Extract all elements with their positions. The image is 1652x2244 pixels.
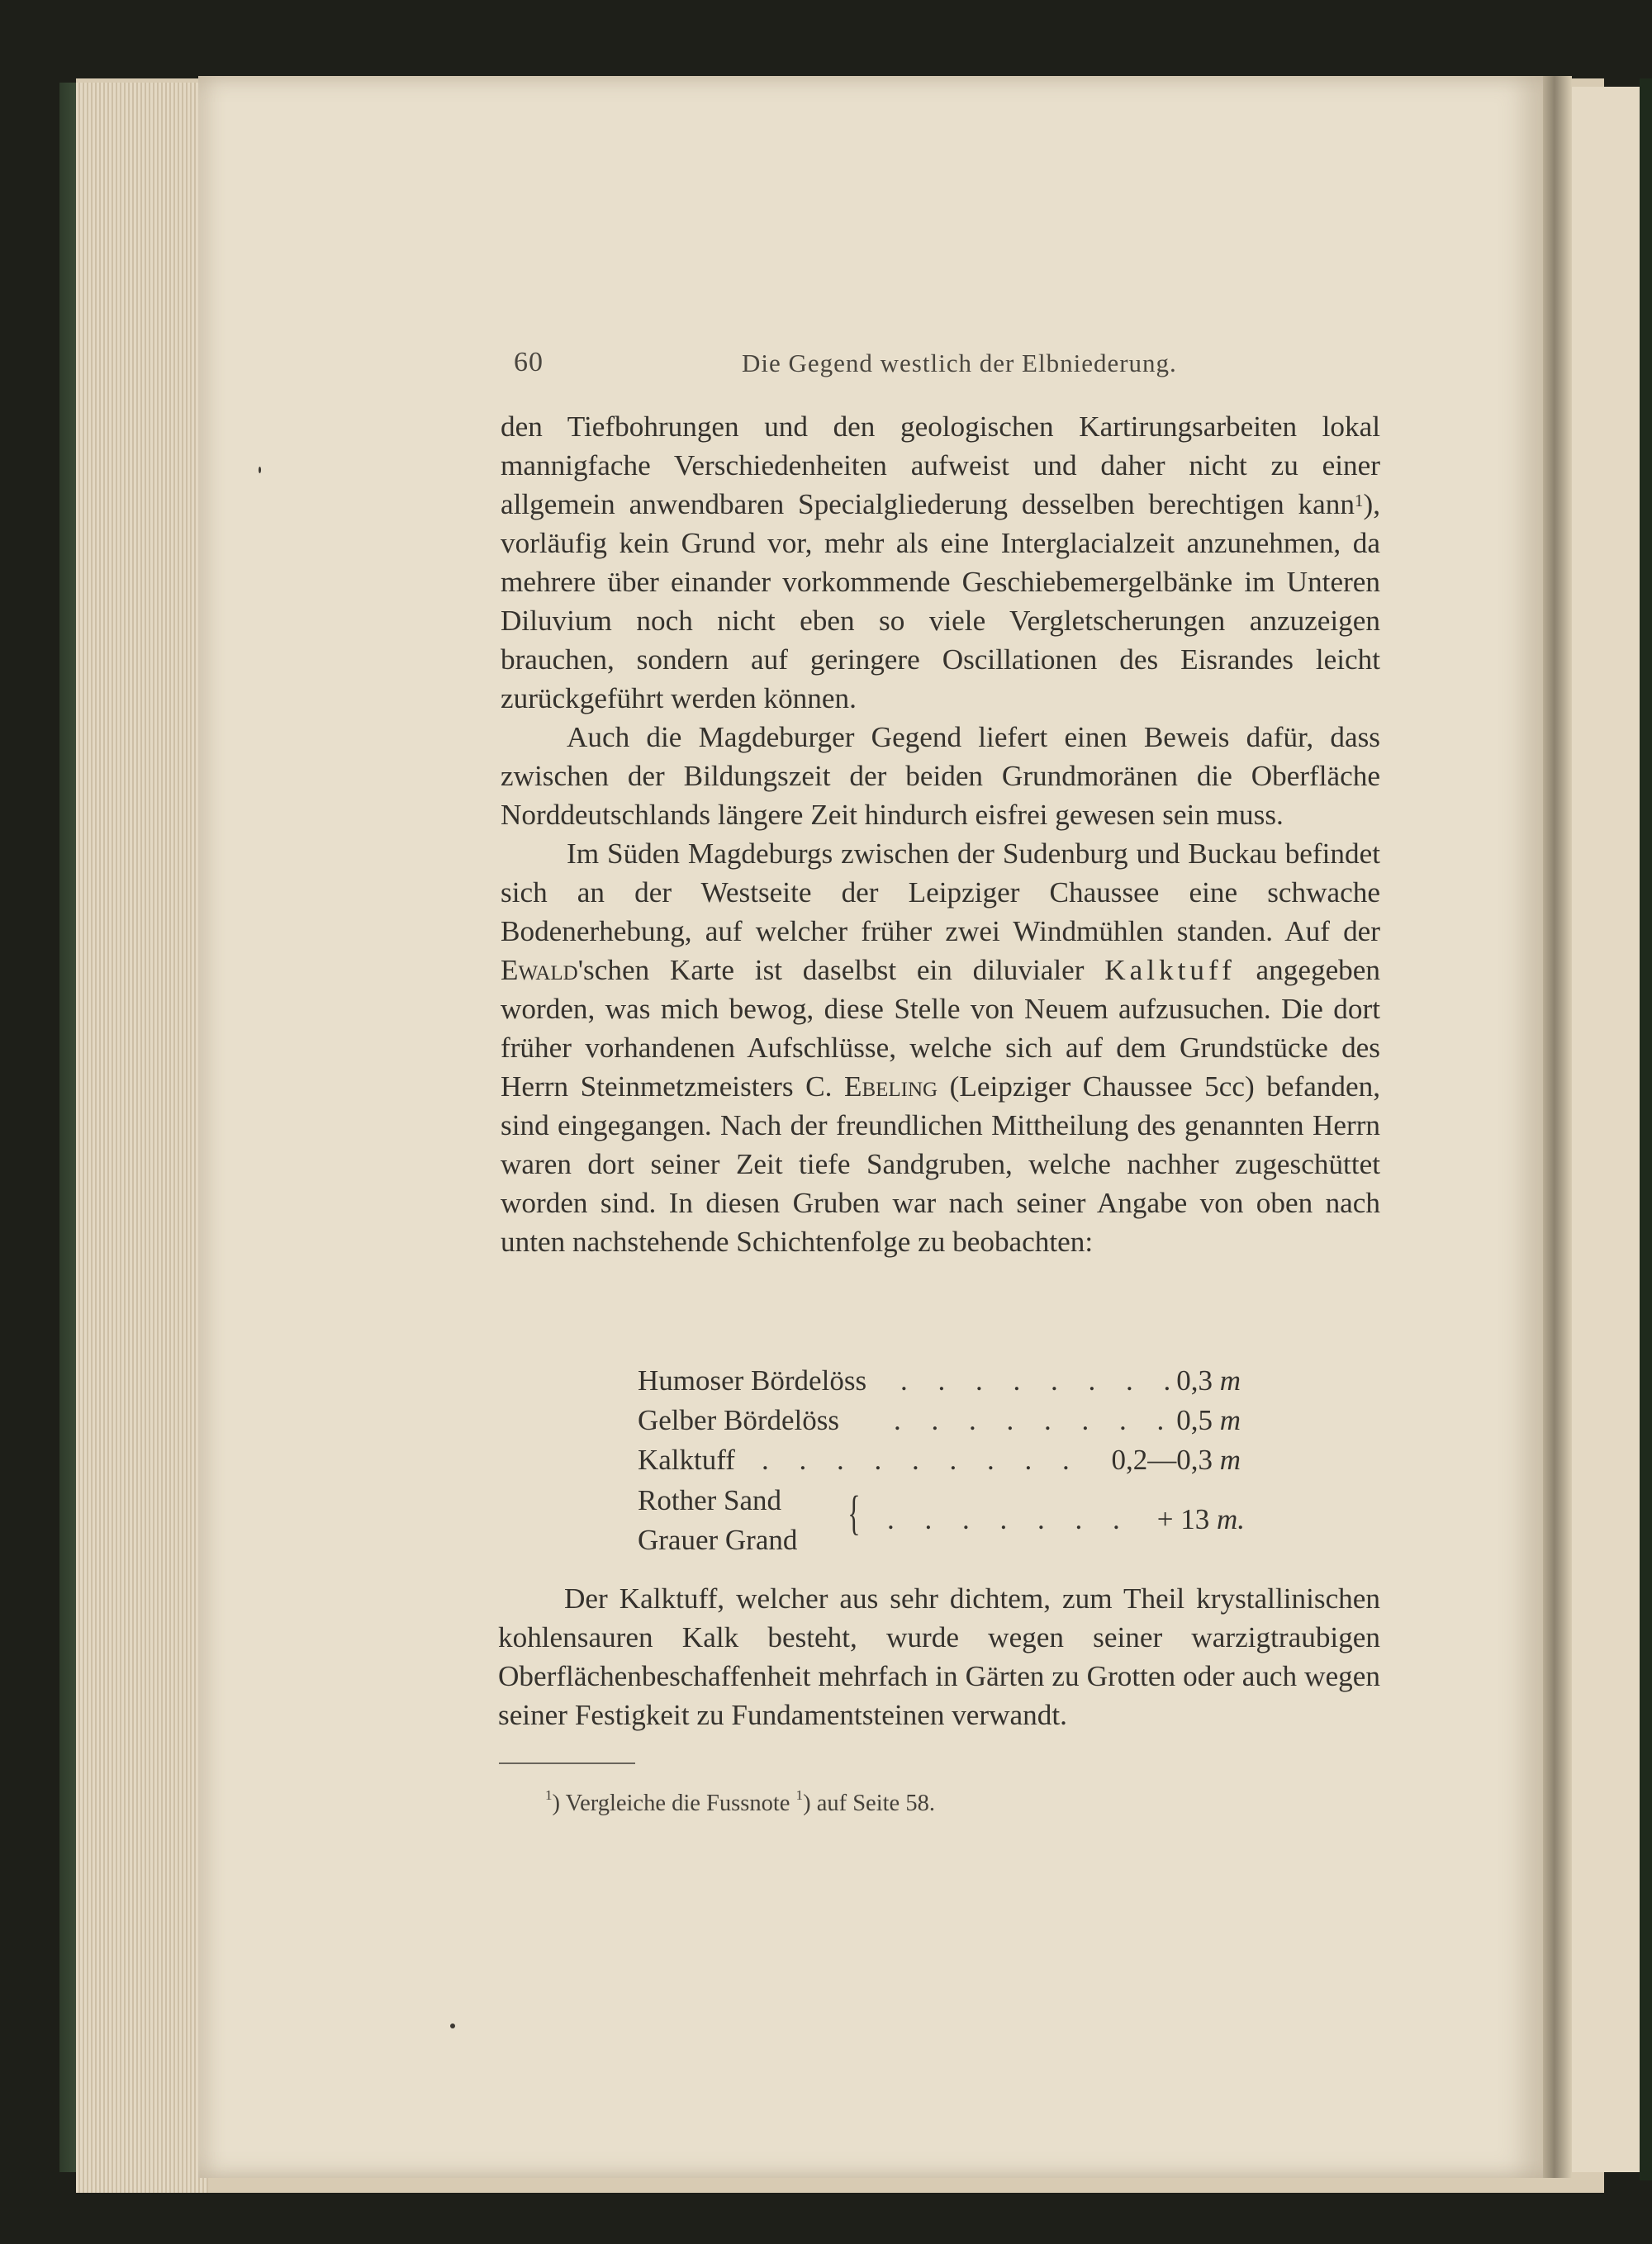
running-title: Die Gegend westlich der Elbniederung. [742, 349, 1177, 377]
person-name: Ebeling [843, 1070, 938, 1103]
table-row: Grauer Grand [638, 1524, 798, 1556]
body-text [501, 407, 1380, 1261]
book-gutter [1543, 76, 1572, 2178]
page-stack-edges [76, 83, 208, 2193]
footnote-ref[interactable]: 1 [1354, 491, 1364, 510]
person-name: Ewald [501, 954, 578, 986]
paragraph-4-container [498, 1579, 1380, 1734]
paragraph-1: den Tiefbohrungen und den geologischen Kartirungsarbeiten lokal mannigfache Verschiedenheiten aufweist und daher nicht zu einer allgemein anwendbaren Specialgliederung desselben berechtigen kann$^1$), vorläufig kein Grund vor, mehr als eine Interglacialzeit anzunehmen, da mehrere über einander vorkommende Geschiebemergelbänke im Unteren Diluvium noch nicht eben so viele Vergletscherungen anzuzeigen brauchen, sondern auf geringere Oscillationen des Eisrandes leicht zurückgeführt werden können. [501, 410, 1380, 714]
paper-speck [259, 467, 261, 473]
emphasized-term: Kalktuff [1104, 954, 1236, 986]
paragraph-2: Auch die Magdeburger Gegend liefert einen Beweis dafür, dass zwischen der Bildungszeit der beiden Grundmoränen die Oberfläche Norddeutschlands längere Zeit hindurch eisfrei gewesen sein muss. [501, 721, 1380, 831]
table-row: Rother Sand [638, 1484, 782, 1516]
grouped-value-row: . . . . . . . + 13 m. [887, 1503, 1245, 1535]
footnote-divider [499, 1762, 635, 1764]
paragraph-3: Im Süden Magdeburgs zwischen der Sudenburg und Buckau befindet sich an der Westseite der Leipziger Chaussee eine schwache Bodenerhebung, auf welcher früher zwei Windmühlen standen. Auf der Ewald'schen Karte ist daselbst ein diluvialer Kalktuff angegeben worden, was mich bewog, diese Stelle von Neuem aufzusuchen. Die dort früher vorhandenen Aufschlüsse, welche sich auf dem Grundstücke des Herrn Steinmetzmeisters C. Ebeling (Leipziger Chaussee 5cc) befanden, sind eingegangen. Nach der freundlichen Mittheilung des genannten Herrn waren dort seiner Zeit tiefe Sandgruben, welche nachher zugeschüttet worden sind. In diesen Gruben war nach seiner Angabe von oben nach unten nachstehende Schichtenfolge zu beobachten: [501, 837, 1381, 1258]
book-cover-edge [1640, 78, 1652, 2180]
curly-brace-icon: { [847, 1486, 861, 1539]
table-row: Kalktuff . . . . . . . . . 0,2—0,3 m [638, 1444, 1241, 1476]
page-number: 60 [514, 347, 544, 377]
paper-speck [450, 2023, 455, 2028]
paragraph-4: Der Kalktuff, welcher aus sehr dichtem, zum Theil krystallinischen kohlensauren Kalk besteht, wurde wegen seiner warzigtraubigen Oberflächenbeschaffenheit mehrfach in Gärten zu Grotten oder auch wegen seiner Festigkeit zu Fundamentsteinen verwandt. [498, 1582, 1380, 1731]
footnote: $^1$) Vergleiche die Fussnote $^1$) auf Seite 58. [545, 1787, 935, 1816]
table-row: Humoser Bördelöss . . . . . . . . 0,3 m [638, 1364, 1241, 1397]
running-header [512, 347, 1338, 388]
table-row: Gelber Bördelöss . . . . . . . . 0,5 m [638, 1404, 1241, 1436]
